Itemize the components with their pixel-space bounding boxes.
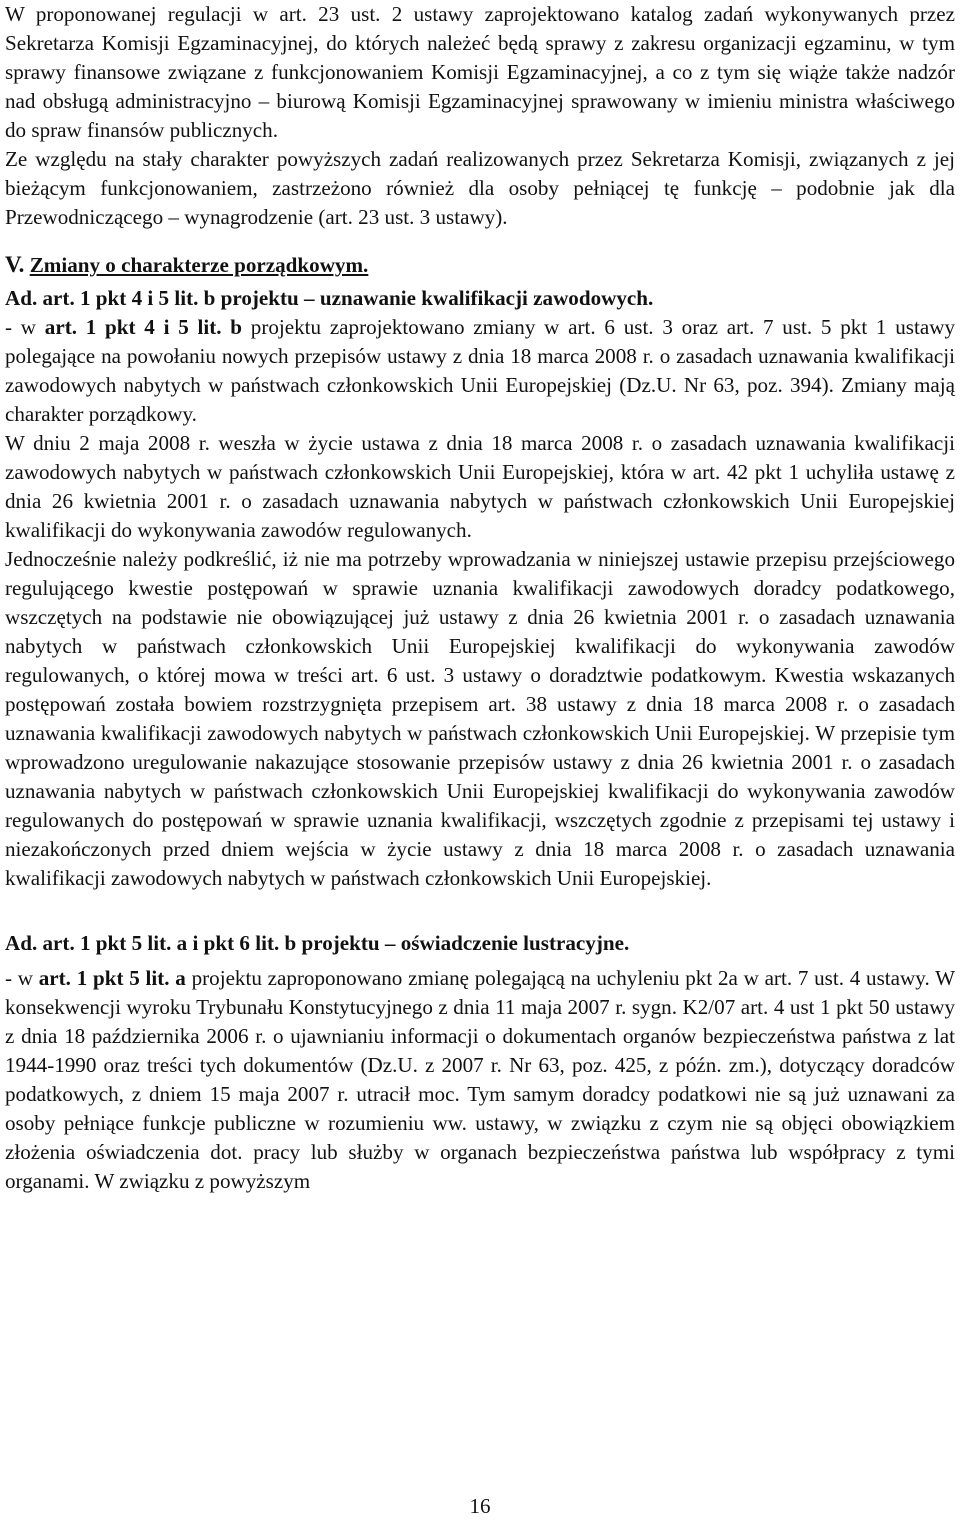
subheading-qualifications: Ad. art. 1 pkt 4 i 5 lit. b projektu – uznawanie kwalifikacji zawodowych. <box>5 286 654 310</box>
page-number: 16 <box>469 1494 491 1518</box>
paragraph-transitional-provisions: Jednocześnie należy podkreślić, iż nie ma potrzeby wprowadzania w niniejszej ustawie przepisu przejściowego regulującego kwestie postępowań w sprawie uznania kwalifikacji zawodowych doradcy podatkowego, wszczętych na podstawie nie obowiązującej już ustawy z dnia 26 kwietnia 2001 r. o zasadach uznawania nabytych w państwach członkowskich Unii Europejskiej kwalifikacji do wykonywania zawodów regulowanych, o której mowa w treści art. 6 ust. 3 ustawy o doradztwie podatkowym. Kwestia wskazanych postępowań została bowiem rozstrzygnięta przepisem art. 38 ustawy z dnia 18 marca 2008 r. o zasadach uznawania kwalifikacji zawodowych nabytych w państwach członkowskich Unii Europejskiej. W przepisie tym wprowadzono uregulowanie nakazujące stosowanie przepisów ustawy z dnia 26 kwietnia 2001 r. o zasadach uznawania nabytych w państwach członkowskich Unii Europejskiej kwalifikacji do wykonywania zawodów regulowanych do postępowań w sprawie uznania kwalifikacji, wszczętych zgodnie z przepisami tej ustawy i niezakończonych przed dniem wejścia w życie ustawy z dnia 18 marca 2008 r. o zasadach uznawania kwalifikacji zawodowych nabytych w państwach członkowskich Unii Europejskiej. <box>5 547 955 890</box>
paragraph-amendment-lustration <box>5 964 955 1196</box>
paragraph-amendment-qualifications <box>5 313 955 429</box>
dash-prefix: - w <box>5 966 39 990</box>
section-heading <box>5 250 955 280</box>
dash-prefix: - w <box>5 315 45 339</box>
paragraph-text: projektu zaproponowano zmianę polegającą na uchyleniu pkt 2a w art. 7 ust. 4 ustawy. W konsekwencji wyroku Trybunału Konstytucyjnego z dnia 11 maja 2007 r. sygn. K2/07 art. 4 ust 1 pkt 50 ustawy z dnia 18 października 2006 r. o ujawnianiu informacji o dokumentach organów bezpieczeństwa państwa z lat 1944-1990 oraz treści tych dokumentów (Dz.U. z 2007 r. Nr 63, poz. 425, z późn. zm.), dotyczący doradców podatkowych, z dniem 15 maja 2007 r. utracił moc. Tym samym doradcy podatkowi nie są już uznawani za osoby pełniące funkcje publiczne w rozumieniu ww. ustawy, w związku z czym nie są objęci obowiązkiem złożenia oświadczenia dot. pracy lub służby w organach bezpieczeństwa państwa lub współpracy z tymi organami. W związku z powyższym <box>5 966 955 1193</box>
section-number: V. <box>5 252 25 277</box>
paragraph-act-entry-into-force: W dniu 2 maja 2008 r. weszła w życie ustawa z dnia 18 marca 2008 r. o zasadach uznawania kwalifikacji zawodowych nabytych w państwach członkowskich Unii Europejskiej, która w art. 42 pkt 1 uchyliła ustawę z dnia 26 kwietnia 2001 r. o zasadach uznawania nabytych w państwach członkowskich Unii Europejskiej kwalifikacji do wykonywania zawodów regulowanych. <box>5 431 955 542</box>
section-title: Zmiany o charakterze porządkowym. <box>29 253 369 277</box>
paragraph-secretary-salary: Ze względu na stały charakter powyższych zadań realizowanych przez Sekretarza Komisji, związanych z jej bieżącym funkcjonowaniem, zastrzeżono również dla osoby pełniącej tę funkcję – podobnie jak dla Przewodniczącego – wynagrodzenie (art. 23 ust. 3 ustawy). <box>5 147 955 229</box>
subheading-lustration: Ad. art. 1 pkt 5 lit. a i pkt 6 lit. b projektu – oświadczenie lustracyjne. <box>5 931 630 955</box>
article-reference: art. 1 pkt 4 i 5 lit. b <box>44 315 243 339</box>
document-page <box>5 0 955 1196</box>
article-reference: art. 1 pkt 5 lit. a <box>38 966 186 990</box>
paragraph-text: projektu zaprojektowano zmiany w art. 6 ust. 3 oraz art. 7 ust. 5 pkt 1 ustawy polegające na powołaniu nowych przepisów ustawy z dnia 18 marca 2008 r. o zasadach uznawania kwalifikacji zawodowych nabytych w państwach członkowskich Unii Europejskiej (Dz.U. Nr 63, poz. 394). Zmiany mają charakter porządkowy. <box>5 315 955 426</box>
paragraph-secretary-tasks: W proponowanej regulacji w art. 23 ust. 2 ustawy zaprojektowano katalog zadań wykonywanych przez Sekretarza Komisji Egzaminacyjnej, do których należeć będą sprawy z zakresu organizacji egzaminu, w tym sprawy finansowe związane z funkcjonowaniem Komisji Egzaminacyjnej, a co z tym się wiąże także nadzór nad obsługą administracyjno – biurową Komisji Egzaminacyjnej sprawowany w imieniu ministra właściwego do spraw finansów publicznych. <box>5 2 955 142</box>
